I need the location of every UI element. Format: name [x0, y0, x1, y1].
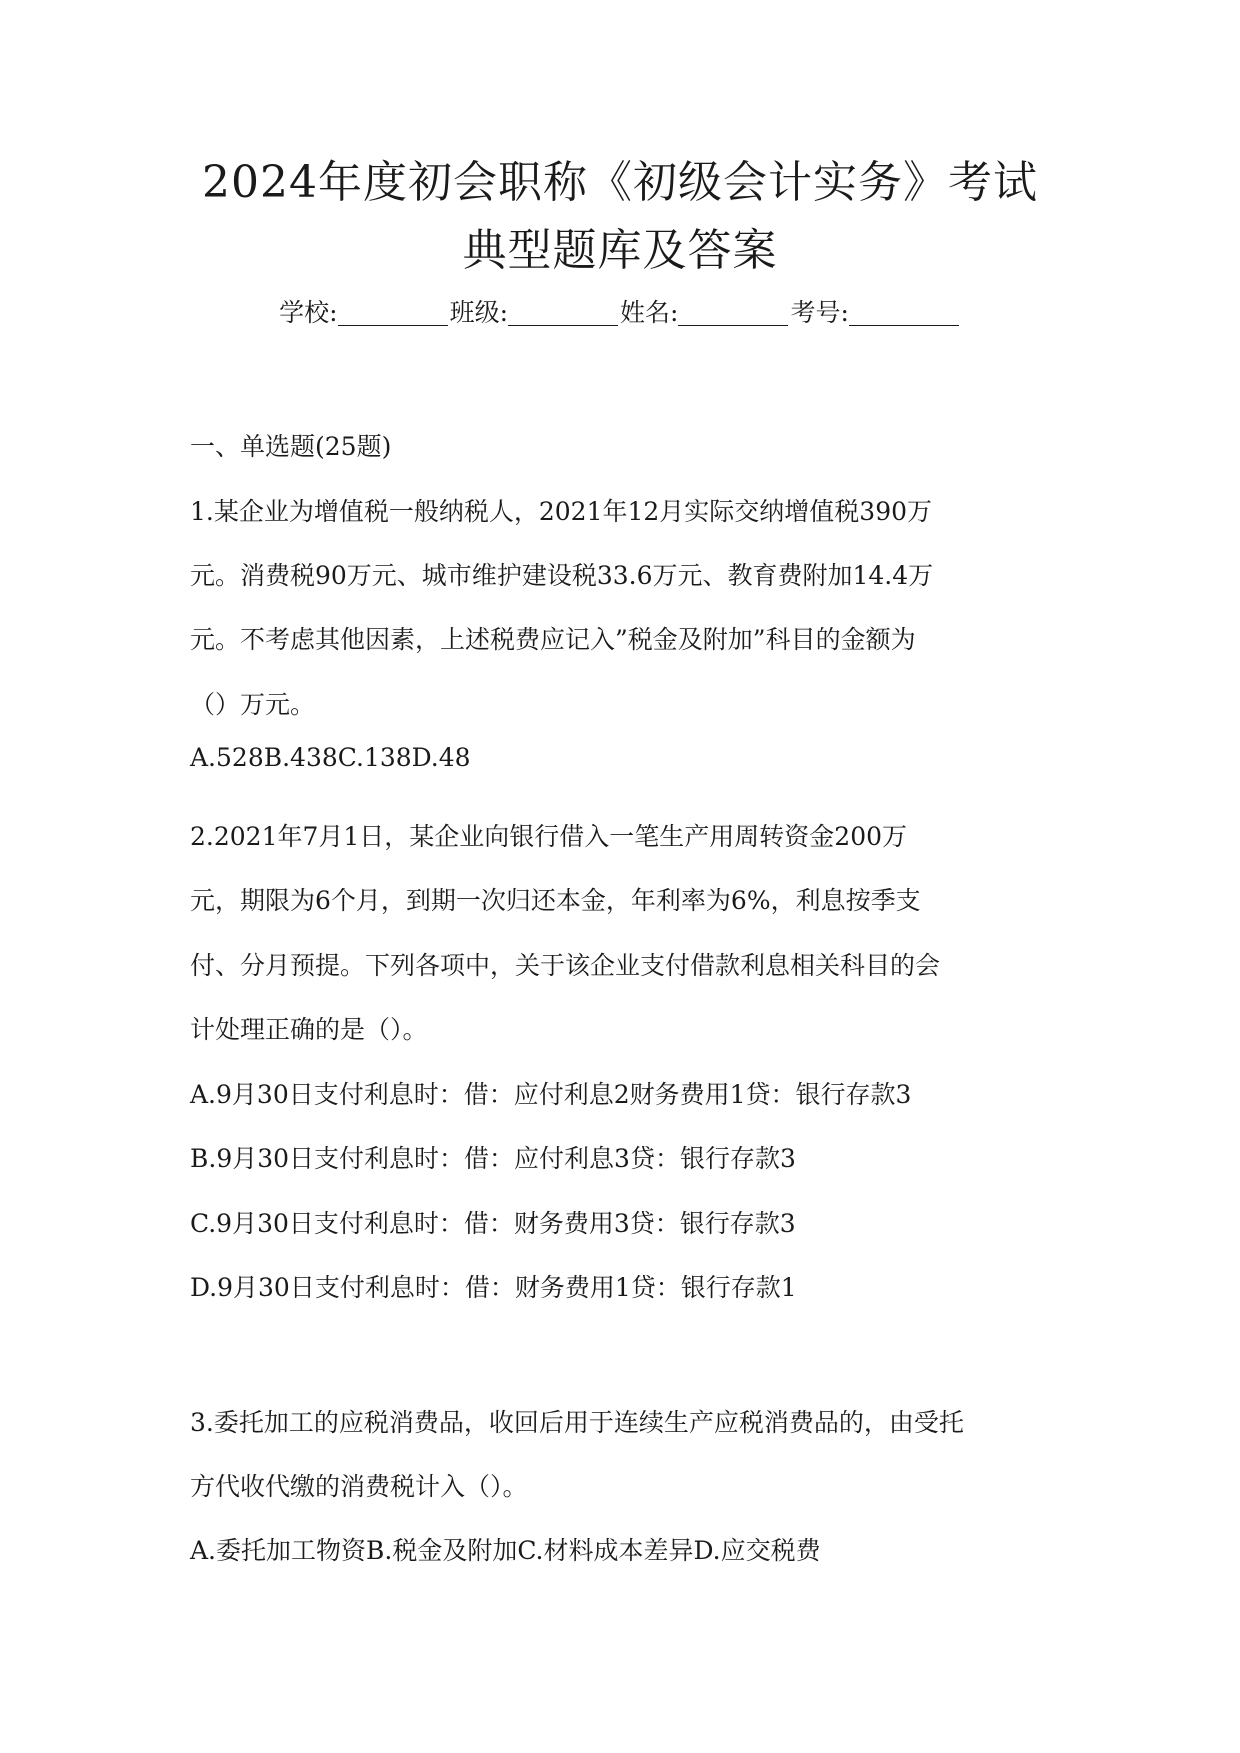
school-blank — [338, 301, 448, 326]
question-2-line-1: 2.2021年7月1日，某企业向银行借入一笔生产用周转资金200万 — [190, 822, 908, 851]
exam-number-blank — [849, 301, 959, 326]
question-1-line-3: 元。不考虑其他因素，上述税费应记入”税金及附加”科目的金额为 — [190, 625, 916, 654]
class-label: 班级: — [449, 298, 508, 327]
class-blank — [508, 301, 618, 326]
question-3-options: A.委托加工物资B.税金及附加C.材料成本差异D.应交税费 — [190, 1536, 821, 1565]
document-title-line-2: 典型题库及答案 — [462, 225, 778, 276]
question-1-options: A.528B.438C.138D.48 — [190, 743, 471, 772]
document-title-line-1: 2024年度初会职称《初级会计实务》考试 — [202, 157, 1038, 208]
question-2-line-4: 计处理正确的是（）。 — [190, 1015, 428, 1044]
question-3-line-1: 3.委托加工的应税消费品，收回后用于连续生产应税消费品的，由受托 — [190, 1408, 964, 1437]
name-blank — [678, 301, 788, 326]
question-1-line-2: 元。消费税90万元、城市维护建设税33.6万元、教育费附加14.4万 — [190, 561, 934, 590]
question-2-option-d: D.9月30日支付利息时：借：财务费用1贷：银行存款1 — [190, 1273, 797, 1302]
student-info-row — [0, 300, 1240, 326]
name-label: 姓名: — [620, 298, 679, 327]
question-1-line-1: 1.某企业为增值税一般纳税人，2021年12月实际交纳增值税390万 — [190, 497, 933, 526]
exam-number-label: 考号: — [790, 298, 849, 327]
section-heading: 一、单选题(25题) — [190, 432, 392, 461]
question-3-line-2: 方代收代缴的消费税计入（）。 — [190, 1472, 528, 1501]
question-2-line-2: 元，期限为6个月，到期一次归还本金，年利率为6%，利息按季支 — [190, 886, 921, 915]
question-2-option-b: B.9月30日支付利息时：借：应付利息3贷：银行存款3 — [190, 1144, 796, 1173]
question-2-line-3: 付、分月预提。下列各项中，关于该企业支付借款利息相关科目的会 — [190, 951, 941, 980]
question-2-option-a: A.9月30日支付利息时：借：应付利息2财务费用1贷：银行存款3 — [190, 1080, 912, 1109]
school-label: 学校: — [279, 298, 338, 327]
question-1-line-4: （）万元。 — [190, 690, 316, 719]
question-2-option-c: C.9月30日支付利息时：借：财务费用3贷：银行存款3 — [190, 1209, 796, 1238]
